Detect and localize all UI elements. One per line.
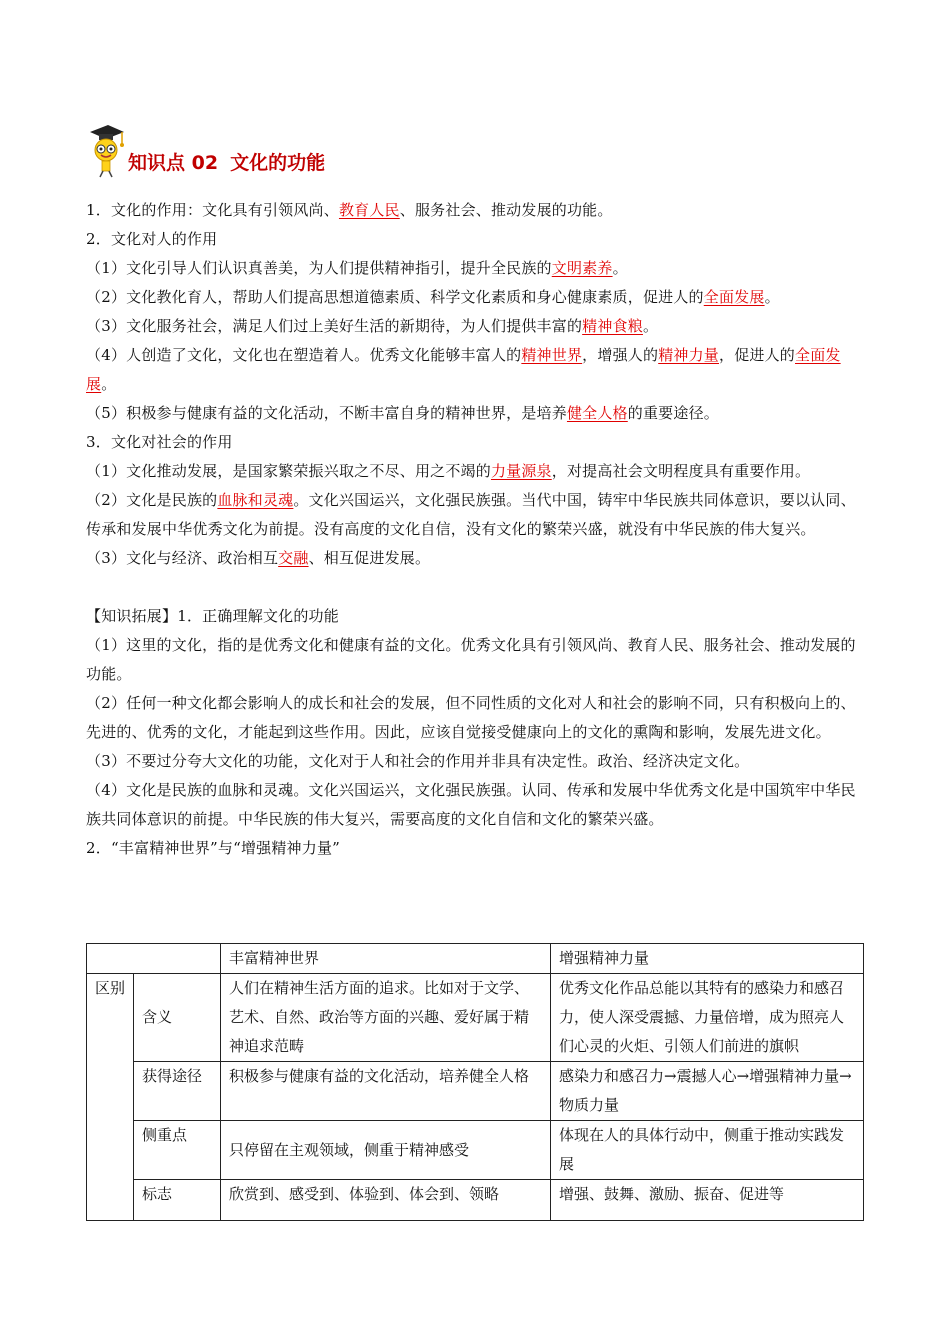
keyword: 精神世界	[521, 346, 583, 364]
paragraph-person-4: （4）人创造了文化，文化也在塑造着人。优秀文化能够丰富人的精神世界，增强人的精神力量，促进人的全面发展。	[86, 346, 841, 393]
subheading-culture-society: 3．文化对社会的作用	[86, 433, 233, 451]
keyword: 全面发展	[86, 346, 841, 393]
table-row	[87, 1121, 864, 1180]
section-heading	[86, 122, 325, 178]
table-cell: 积极参与健康有益的文化活动，培养健全人格	[221, 1062, 551, 1121]
keyword: 精神食粮	[582, 317, 643, 335]
keyword: 精神力量	[658, 346, 719, 364]
table-cell: 优秀文化作品总能以其特有的感染力和感召力，使人深受震撼、力量倍增，成为照亮人们心灵的火炬、引领人们前进的旗帜	[551, 974, 864, 1062]
heading-number: 知识点 02	[128, 152, 219, 174]
keyword: 交融	[278, 549, 309, 567]
table-group-cell: 区别	[87, 974, 134, 1221]
table-cell: 欣赏到、感受到、体验到、体会到、领略	[221, 1180, 551, 1221]
table-header-cell: 增强精神力量	[551, 944, 864, 974]
keyword: 血脉和灵魂	[217, 491, 294, 509]
extension-paragraph-3: （3）不要过分夸大文化的功能，文化对于人和社会的作用并非具有决定性。政治、经济决定文化。	[86, 752, 750, 770]
subheading-culture-person: 2．文化对人的作用	[86, 230, 218, 248]
table-row-label: 含义	[134, 974, 221, 1062]
table-cell: 感染力和感召力→震撼人心→增强精神力量→物质力量	[551, 1062, 864, 1121]
table-header-cell: 丰富精神世界	[221, 944, 551, 974]
keyword: 健全人格	[566, 404, 628, 422]
graduate-mascot-icon	[86, 122, 126, 178]
paragraph-society-3: （3）文化与经济、政治相互交融、相互促进发展。	[86, 549, 431, 567]
paragraph-society-1: （1）文化推动发展，是国家繁荣振兴取之不尽、用之不竭的力量源泉，对提高社会文明程度具有重要作用。	[86, 462, 811, 480]
keyword: 全面发展	[703, 288, 765, 306]
main-content	[86, 196, 866, 863]
comparison-table	[86, 943, 864, 1221]
extension-paragraph-4: （4）文化是民族的血脉和灵魂。文化兴国运兴，文化强民族强。认同、传承和发展中华优秀文化是中国筑牢中华民族共同体意识的前提。中华民族的伟大复兴，需要高度的文化自信和文化的繁荣兴盛。	[86, 781, 856, 828]
table-header-row	[87, 944, 864, 974]
keyword: 教育人民	[338, 201, 400, 219]
extension-paragraph-2: （2）任何一种文化都会影响人的成长和社会的发展，但不同性质的文化对人和社会的影响不同，只有积极向上的、先进的、优秀的文化，才能起到这些作用。因此，应该自觉接受健康向上的文化的熏陶和影响，发展先进文化。	[86, 694, 856, 741]
extension-subheading-2: 2．“丰富精神世界”与“增强精神力量”	[86, 839, 341, 857]
table-cell: 体现在人的具体行动中，侧重于推动实践发展	[551, 1121, 864, 1180]
table-row	[87, 1180, 864, 1221]
paragraph-person-5: （5）积极参与健康有益的文化活动，不断丰富自身的精神世界，是培养健全人格的重要途径。	[86, 404, 719, 422]
extension-heading: 【知识拓展】1．正确理解文化的功能	[86, 607, 339, 625]
table-row-label: 侧重点	[134, 1121, 221, 1180]
paragraph-person-3: （3）文化服务社会，满足人们过上美好生活的新期待，为人们提供丰富的精神食粮。	[86, 317, 659, 335]
paragraph-culture-role: 1．文化的作用：文化具有引领风尚、教育人民、服务社会、推动发展的功能。	[86, 201, 613, 219]
keyword: 力量源泉	[490, 462, 552, 480]
table-row	[87, 1062, 864, 1121]
table-row-label: 标志	[134, 1180, 221, 1221]
paragraph-person-2: （2）文化教化育人，帮助人们提高思想道德素质、科学文化素质和身心健康素质，促进人的全面发展。	[86, 288, 780, 306]
table-cell: 增强、鼓舞、激励、振奋、促进等	[551, 1180, 864, 1221]
table-row	[87, 974, 864, 1062]
heading-title: 文化的功能	[230, 152, 326, 174]
keyword: 文明素养	[551, 259, 613, 277]
table-row-label: 获得途径	[134, 1062, 221, 1121]
paragraph-society-2: （2）文化是民族的血脉和灵魂。文化兴国运兴，文化强民族强。当代中国，铸牢中华民族共同体意识，要以认同、传承和发展中华优秀文化为前提。没有高度的文化自信，没有文化的繁荣兴盛，就没有中华民族的伟大复兴。	[86, 491, 856, 538]
paragraph-person-1: （1）文化引导人们认识真善美，为人们提供精神指引，提升全民族的文明素养。	[86, 259, 628, 277]
table-cell: 只停留在主观领域，侧重于精神感受	[221, 1121, 551, 1180]
table-cell: 人们在精神生活方面的追求。比如对于文学、艺术、自然、政治等方面的兴趣、爱好属于精神追求范畴	[221, 974, 551, 1062]
extension-paragraph-1: （1）这里的文化，指的是优秀文化和健康有益的文化。优秀文化具有引领风尚、教育人民、服务社会、推动发展的功能。	[86, 636, 856, 683]
